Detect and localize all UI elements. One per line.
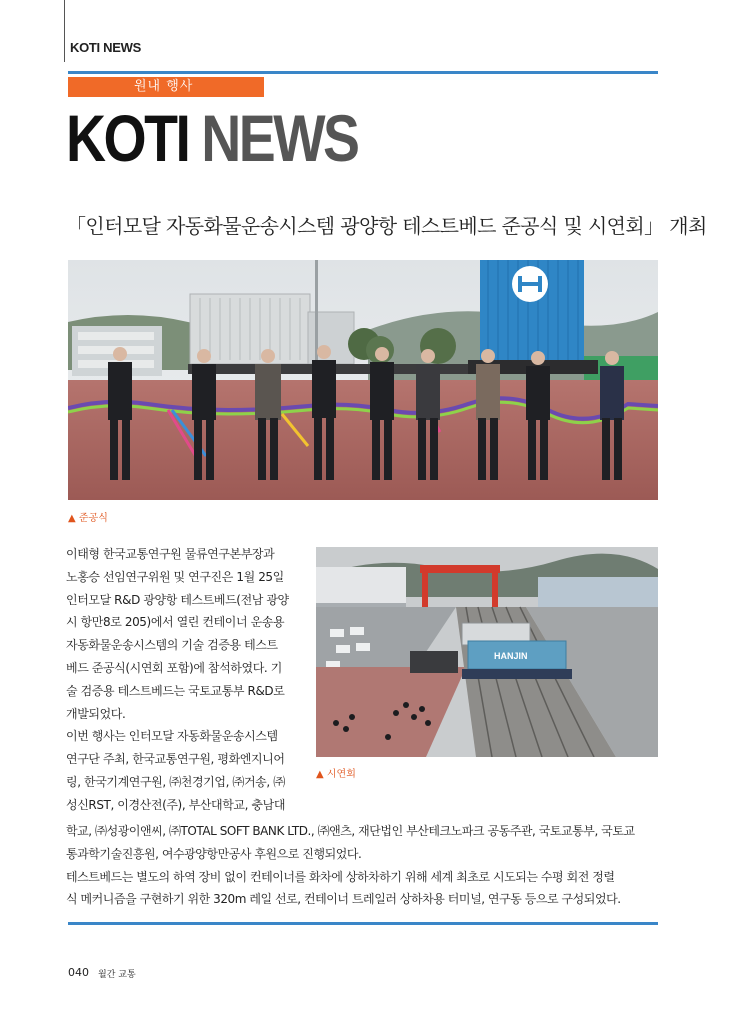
article-body-column [66,543,300,817]
body-line: 테스트베드는 별도의 하역 장비 없이 컨테이너를 화차에 상하차하기 위해 세계 최초로 시도되는 수평 회전 정렬 [66,869,615,884]
body-line: 인터모달 R&D 광양항 테스트베드(전남 광양 [66,592,289,607]
body-line: 연구단 주최, 한국교통연구원, 평화엔지니어 [66,752,285,767]
body-line: 개발되었다. [66,706,126,721]
body-line: 통과학기술진흥원, 여수광양항만공사 후원으로 진행되었다. [66,846,362,861]
masthead-word-news: NEWS [201,101,358,175]
body-line: 술 검증용 테스트베드는 국토교통부 R&D로 [66,683,285,698]
category-badge: 원내 행사 [68,77,264,97]
article-headline: 「인터모달 자동화물운송시스템 광양항 테스트베드 준공식 및 시연회」 개최 [66,214,707,238]
body-line: 학교, ㈜성광이앤씨, ㈜TOTAL SOFT BANK LTD., ㈜앤츠, 재단법인 부산테크노파크 공동주관, 국토교통부, 국토교 [66,824,635,838]
section-label: KOTI NEWS [70,40,141,55]
body-line: 시 항만8로 205)에서 열린 컨테이너 운송용 [66,615,285,630]
body-line: 성신RST, 이경산전(주), 부산대학교, 충남대 [66,797,286,812]
side-rule [64,0,65,62]
top-divider [68,71,658,74]
masthead [66,98,357,178]
body-line: 자동화물운송시스템의 기술 검증용 테스트 [66,638,278,653]
bottom-divider [68,922,658,925]
masthead-word-koti: KOTI [66,101,189,175]
hanjin-container-text: HANJIN [494,651,528,661]
body-line: 식 메커니즘을 구현하기 위한 320m 레일 선로, 컨테이너 트레일러 상하차용 터미널, 연구동 등으로 구성되었다. [66,892,621,907]
body-line: 이번 행사는 인터모달 자동화물운송시스템 [66,729,278,744]
body-line: 링, 한국기계연구원, ㈜천경기업, ㈜거송, ㈜ [66,774,285,789]
body-line: 베드 준공식(시연회 포함)에 참석하였다. 기 [66,660,282,675]
publication-name: 월간 교통 [98,970,136,980]
ceremony-photo-caption: ▲ 준공식 [68,513,108,524]
demonstration-photo [316,547,658,757]
body-line: 이태형 한국교통연구원 물류연구본부장과 [66,547,275,561]
body-line: 노홍승 선임연구위원 및 연구진은 1월 25일 [66,569,284,584]
article-body-full-width [66,820,660,911]
ceremony-photo [68,260,658,500]
page-number: 040 [68,966,89,979]
demonstration-photo-caption: ▲ 시연회 [316,769,356,780]
